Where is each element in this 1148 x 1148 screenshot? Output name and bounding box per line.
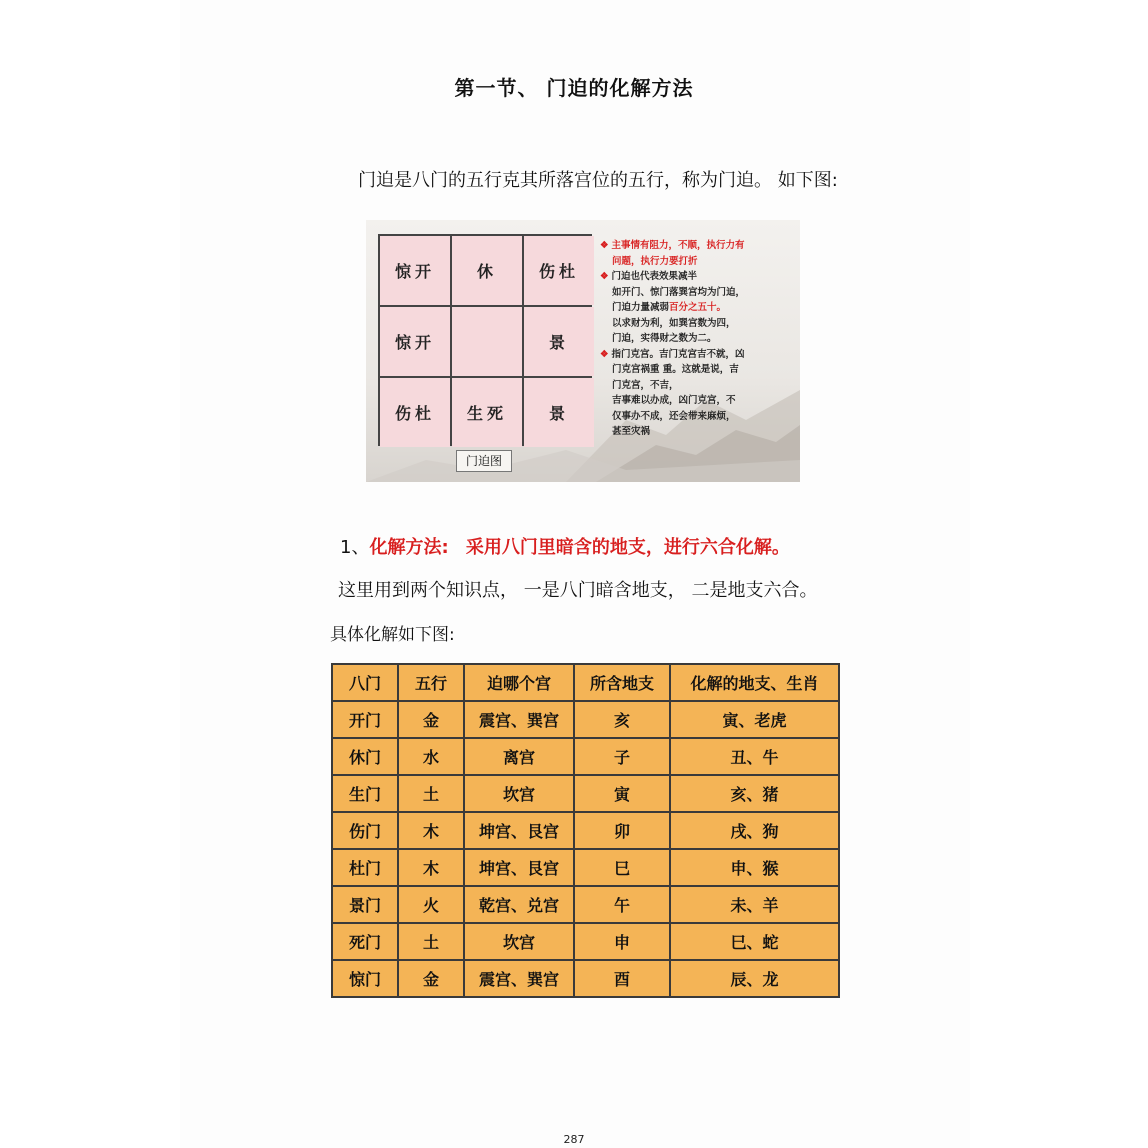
table-cell: 震宫、巽宫: [464, 960, 574, 997]
table-cell: 午: [574, 886, 670, 923]
table-row: [332, 738, 839, 775]
table-cell: 伤门: [332, 812, 398, 849]
table-cell: 未、羊: [670, 886, 839, 923]
table-cell: 寅、老虎: [670, 701, 839, 738]
table-cell: 巳、蛇: [670, 923, 839, 960]
detail-intro: 具体化解如下图:: [330, 625, 455, 645]
table-cell: 离宫: [464, 738, 574, 775]
method-number: 1、: [340, 537, 370, 558]
table-row: [332, 923, 839, 960]
table-cell: 坤宫、艮宫: [464, 812, 574, 849]
table-cell: 申、猴: [670, 849, 839, 886]
table-cell: 开门: [332, 701, 398, 738]
note-line: [600, 393, 796, 409]
note-text: 仅事办不成，还会带来麻烦，: [612, 410, 736, 422]
table-cell: 土: [398, 923, 464, 960]
grid-cell: 惊开: [380, 236, 450, 305]
note-line: [600, 316, 796, 332]
table-header-cell: 八门: [332, 664, 398, 701]
note-text: 问题，执行力要打折: [612, 255, 698, 267]
bullet-icon: ❖: [600, 348, 609, 360]
table-cell: 亥: [574, 701, 670, 738]
table-cell: 土: [398, 775, 464, 812]
note-line: [600, 362, 796, 378]
table-cell: 卯: [574, 812, 670, 849]
note-emphasis: 百分之五十。: [669, 302, 727, 313]
note-text: 指门克宫。吉门克宫吉不就，凶: [611, 348, 745, 360]
table-row: [332, 849, 839, 886]
table-row: [332, 775, 839, 812]
figure-caption: 门迫图: [456, 450, 512, 472]
table-cell: 金: [398, 701, 464, 738]
note-text: 如开门、惊门落巽宫均为门迫，: [612, 286, 746, 298]
intro-paragraph: 门迫是八门的五行克其所落宫位的五行，称为门迫。 如下图:: [358, 170, 838, 191]
grid-cell: 休: [452, 236, 522, 305]
note-text: 以求财为利，如巽宫数为四，: [612, 317, 736, 329]
table-cell: 休门: [332, 738, 398, 775]
table-cell: 坎宫: [464, 775, 574, 812]
table-row: [332, 886, 839, 923]
method-heading: [340, 533, 790, 559]
table-cell: 寅: [574, 775, 670, 812]
table-cell: 乾宫、兑宫: [464, 886, 574, 923]
table-cell: 震宫、巽宫: [464, 701, 574, 738]
bullet-icon: ❖: [600, 240, 609, 251]
table-cell: 辰、龙: [670, 960, 839, 997]
knowledge-paragraph: 这里用到两个知识点， 一是八门暗含地支， 二是地支六合。: [338, 580, 818, 601]
bullet-icon: ❖: [600, 271, 609, 282]
table-header-cell: 化解的地支、生肖: [670, 664, 839, 701]
grid-cell: 生死: [452, 378, 522, 447]
note-line: [600, 285, 796, 301]
table-cell: 申: [574, 923, 670, 960]
table-cell: 巳: [574, 849, 670, 886]
note-text: 门迫力量减弱: [612, 302, 670, 313]
note-text: 吉事难以办成，凶门克宫，不: [612, 395, 736, 406]
table-cell: 死门: [332, 923, 398, 960]
note-line: [600, 347, 796, 363]
table-cell: 火: [398, 886, 464, 923]
grid-cell: 景: [524, 378, 594, 447]
method-label: 化解方法:: [369, 537, 449, 558]
note-text: 甚至灾祸: [612, 426, 651, 437]
table-row: [332, 812, 839, 849]
method-text: 采用八门里暗含的地支，进行六合化解。: [465, 537, 790, 558]
table-cell: 戌、狗: [670, 812, 839, 849]
note-line: [600, 300, 796, 316]
table-header-cell: 迫哪个宫: [464, 664, 574, 701]
table-cell: 木: [398, 849, 464, 886]
grid-cell: [452, 307, 522, 376]
grid-cell: 惊开: [380, 307, 450, 376]
men-po-figure: [366, 220, 800, 482]
figure-notes: [600, 238, 796, 440]
table-row: [332, 701, 839, 738]
table-row: [332, 960, 839, 997]
table-cell: 坎宫: [464, 923, 574, 960]
note-line: [600, 424, 796, 440]
table-cell: 坤宫、艮宫: [464, 849, 574, 886]
note-line: [600, 254, 796, 270]
note-line: [600, 269, 796, 285]
note-line: [600, 331, 796, 347]
table-header-cell: 所含地支: [574, 664, 670, 701]
note-line: [600, 378, 796, 394]
table-cell: 惊门: [332, 960, 398, 997]
table-header-cell: 五行: [398, 664, 464, 701]
grid-cell: 伤杜: [380, 378, 450, 447]
table-cell: 丑、牛: [670, 738, 839, 775]
resolution-table: [331, 663, 840, 998]
page-number: 287: [563, 1133, 585, 1146]
note-text: 门克宫，不吉，: [612, 379, 679, 391]
table-cell: 杜门: [332, 849, 398, 886]
note-line: [600, 238, 796, 254]
note-line: [600, 409, 796, 425]
note-text: 门迫，实得财之数为二。: [612, 333, 717, 344]
note-text: 主事情有阻力，不顺，执行力有: [611, 240, 745, 251]
grid-cell: 景: [524, 307, 594, 376]
nine-palace-grid: [378, 234, 592, 446]
table-cell: 亥、猪: [670, 775, 839, 812]
table-cell: 金: [398, 960, 464, 997]
section-title: 第一节、 门迫的化解方法: [454, 76, 694, 100]
table-cell: 水: [398, 738, 464, 775]
table-cell: 景门: [332, 886, 398, 923]
grid-cell: 伤杜: [524, 236, 594, 305]
table-cell: 酉: [574, 960, 670, 997]
table-header-row: [332, 664, 839, 701]
table-cell: 木: [398, 812, 464, 849]
note-text: 门迫也代表效果减半: [611, 271, 698, 282]
table-cell: 生门: [332, 775, 398, 812]
note-text: 门克宫祸重 重。这就是说，吉: [612, 364, 739, 375]
table-cell: 子: [574, 738, 670, 775]
